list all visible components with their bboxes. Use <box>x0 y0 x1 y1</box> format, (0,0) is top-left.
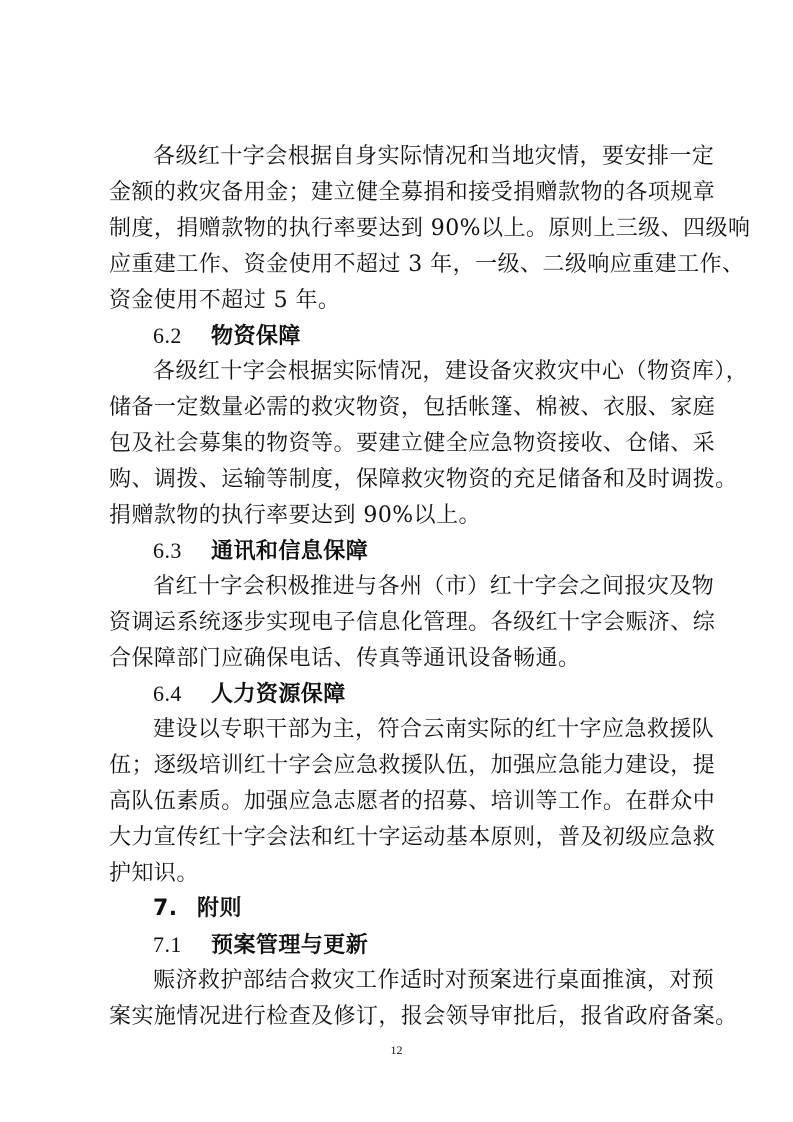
paragraph-line: 高队伍素质。加强应急志愿者的招募、培训等工作。在群众中 <box>109 789 716 814</box>
section-title: 预案管理与更新 <box>211 933 369 958</box>
section-heading-6-4 <box>153 683 346 706</box>
section-number: 6.2 <box>153 323 182 348</box>
paragraph-line: 应重建工作、资金使用不超过 3 年，一级、二级响应重建工作、 <box>109 252 745 277</box>
paragraph-line: 护知识。 <box>109 861 199 886</box>
paragraph-line: 资调运系统逐步实现电子信息化管理。各级红十字会赈济、综 <box>109 610 716 635</box>
section-number: 6.4 <box>153 681 182 706</box>
section-title: 附则 <box>197 896 242 921</box>
paragraph-line: 赈济救护部结合救灾工作适时对预案进行桌面推演，对预 <box>153 968 715 993</box>
section-title: 通讯和信息保障 <box>211 539 369 564</box>
paragraph-line: 制度，捐赠款物的执行率要达到 90%以上。原则上三级、四级响 <box>109 216 751 241</box>
paragraph-line: 资金使用不超过 5 年。 <box>109 288 341 313</box>
paragraph-line: 省红十字会积极推进与各州（市）红十字会之间报灾及物 <box>153 574 715 599</box>
paragraph-line: 伍；逐级培训红十字会应急救援队伍，加强应急能力建设，提 <box>109 753 716 778</box>
section-title: 人力资源保障 <box>211 682 346 707</box>
section-number: 7.1 <box>153 932 182 957</box>
paragraph-line: 合保障部门应确保电话、传真等通讯设备畅通。 <box>109 646 581 671</box>
section-number: 6.3 <box>153 538 182 563</box>
section-heading-6-2 <box>153 325 301 348</box>
section-heading-7-1 <box>153 934 368 957</box>
paragraph-line: 包及社会募集的物资等。要建立健全应急物资接收、仓储、采 <box>109 431 716 456</box>
paragraph-line: 各级红十字会根据自身实际情况和当地灾情，要安排一定 <box>153 144 715 169</box>
paragraph-line: 金额的救灾备用金；建立健全募捐和接受捐赠款物的各项规章 <box>109 180 716 205</box>
section-heading-6-3 <box>153 540 368 563</box>
paragraph-line: 捐赠款物的执行率要达到 90%以上。 <box>109 503 481 528</box>
paragraph-line: 大力宣传红十字会法和红十字运动基本原则，普及初级应急救 <box>109 825 716 850</box>
paragraph-line: 各级红十字会根据实际情况，建设备灾救灾中心（物资库）， <box>153 359 749 384</box>
section-title: 物资保障 <box>211 324 301 349</box>
paragraph-line: 购、调拨、运输等制度，保障救灾物资的充足储备和及时调拨。 <box>109 467 738 492</box>
page-number: 12 <box>390 1043 403 1057</box>
paragraph-line: 储备一定数量必需的救灾物资，包括帐篷、棉被、衣服、家庭 <box>109 395 716 420</box>
paragraph-line: 建设以专职干部为主，符合云南实际的红十字应急救援队 <box>153 717 715 742</box>
section-heading-7 <box>153 898 242 920</box>
paragraph-line: 案实施情况进行检查及修订，报会领导审批后，报省政府备案。 <box>109 1004 738 1029</box>
section-number: 7. <box>153 896 178 921</box>
